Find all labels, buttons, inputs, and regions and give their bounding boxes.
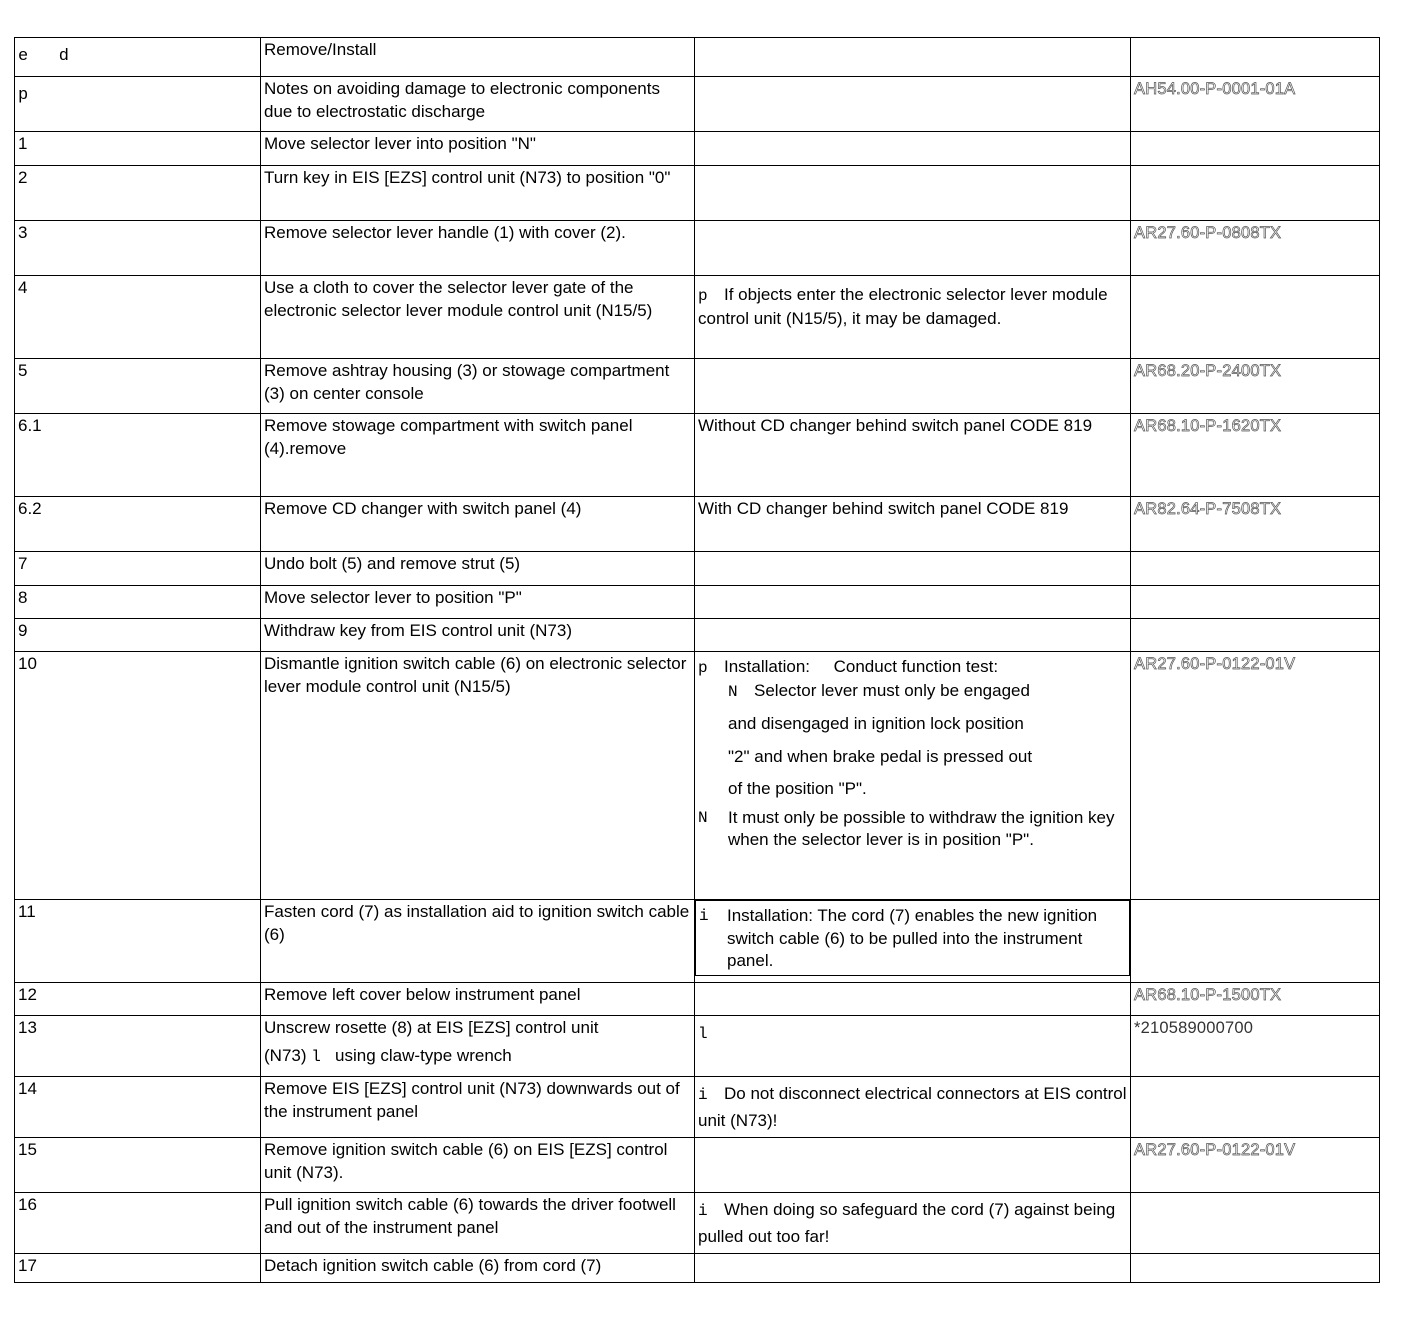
note-cell bbox=[695, 38, 1131, 77]
note-cell bbox=[695, 276, 1131, 359]
action-text: Remove stowage compartment with switch panel bbox=[264, 416, 633, 435]
action-cell: Remove ashtray housing (3) or stowage compartment (3) on center console bbox=[261, 359, 695, 414]
note-item-text: and disengaged in ignition lock position bbox=[728, 714, 1024, 733]
ref-cell bbox=[1131, 132, 1380, 166]
action-cell: Move selector lever into position "N" bbox=[261, 132, 695, 166]
note-text: Installation: The cord (7) enables the new ignition switch cable (6) to be pulled into the instrument panel. bbox=[727, 906, 1098, 970]
ref-cell bbox=[1131, 552, 1380, 586]
note-cell bbox=[695, 221, 1131, 276]
ref-cell[interactable] bbox=[1131, 983, 1380, 1016]
ref-cell[interactable] bbox=[1131, 1016, 1380, 1077]
note-cell bbox=[695, 983, 1131, 1016]
table-row bbox=[15, 276, 1380, 359]
action-cell: Withdraw key from EIS control unit (N73) bbox=[261, 619, 695, 652]
ref-cell bbox=[1131, 1193, 1380, 1254]
step-cell: 4 bbox=[15, 276, 261, 359]
note-cell bbox=[695, 1138, 1131, 1193]
step-cell: 14 bbox=[15, 1077, 261, 1138]
step-cell: 9 bbox=[15, 619, 261, 652]
action-cell: Remove ignition switch cable (6) on EIS [EZS] control unit (N73). bbox=[261, 1138, 695, 1193]
step-cell: 8 bbox=[15, 586, 261, 619]
bullet-n-icon: N bbox=[728, 682, 738, 701]
ref-link[interactable]: AR27.60-P-0122-01V bbox=[1134, 655, 1296, 673]
step-cell: 2 bbox=[15, 166, 261, 221]
ref-cell[interactable] bbox=[1131, 1138, 1380, 1193]
action-text: Unscrew rosette (8) at EIS [EZS] control unit bbox=[264, 1018, 599, 1037]
info-symbol-icon: i bbox=[699, 907, 709, 925]
note-item bbox=[698, 807, 1127, 852]
ref-cell bbox=[1131, 1254, 1380, 1283]
step-cell: 7 bbox=[15, 552, 261, 586]
note-cell bbox=[695, 619, 1131, 652]
action-cell: Remove EIS [EZS] control unit (N73) downwards out of the instrument panel bbox=[261, 1077, 695, 1138]
table-row bbox=[15, 166, 1380, 221]
step-cell: 13 bbox=[15, 1016, 261, 1077]
ref-link[interactable]: AH54.00-P-0001-01A bbox=[1134, 80, 1296, 98]
action-text-part: (N73) bbox=[264, 1045, 307, 1065]
action-cell: Use a cloth to cover the selector lever gate of the electronic selector lever module control unit (N15/5) bbox=[261, 276, 695, 359]
table-row bbox=[15, 221, 1380, 276]
table-row bbox=[15, 359, 1380, 414]
step-cell: 6.2 bbox=[15, 497, 261, 552]
ref-link[interactable]: AR68.10-P-1620TX bbox=[1134, 417, 1282, 435]
ref-link[interactable]: AR68.20-P-2400TX bbox=[1134, 362, 1282, 380]
table-row bbox=[15, 552, 1380, 586]
ref-cell[interactable] bbox=[1131, 359, 1380, 414]
table-row bbox=[15, 586, 1380, 619]
note-cell bbox=[695, 652, 1131, 900]
table-row bbox=[15, 619, 1380, 652]
action-cell: Pull ignition switch cable (6) towards the driver footwell and out of the instrument panel bbox=[261, 1193, 695, 1254]
tool-symbol-icon: l bbox=[311, 1047, 321, 1066]
info-symbol-icon: i bbox=[698, 1086, 708, 1104]
step-cell: 17 bbox=[15, 1254, 261, 1283]
action-cell: Remove/Install bbox=[261, 38, 695, 77]
note-text: When doing so safeguard the cord (7) against being pulled out too far! bbox=[698, 1200, 1116, 1246]
step-cell: 10 bbox=[15, 652, 261, 900]
ref-cell bbox=[1131, 1077, 1380, 1138]
action-cell bbox=[261, 1016, 695, 1077]
action-cell: Detach ignition switch cable (6) from cord (7) bbox=[261, 1254, 695, 1283]
note-text: Do not disconnect electrical connectors at EIS control unit (N73)! bbox=[698, 1084, 1127, 1130]
ref-cell bbox=[1131, 38, 1380, 77]
step-cell: e d bbox=[15, 38, 261, 77]
step-cell: 3 bbox=[15, 221, 261, 276]
caution-symbol-icon: p bbox=[698, 287, 708, 305]
step-cell: 15 bbox=[15, 1138, 261, 1193]
ref-link[interactable]: AR27.60-P-0122-01V bbox=[1134, 1141, 1296, 1159]
note-text: If objects enter the electronic selector lever module control unit (N15/5), it may be damaged. bbox=[698, 285, 1108, 328]
bullet-n-icon: N bbox=[698, 808, 708, 827]
ref-cell bbox=[1131, 619, 1380, 652]
note-item-text: of the position "P". bbox=[728, 779, 867, 798]
action-text-continued: (4).remove bbox=[264, 438, 347, 458]
action-cell: Turn key in EIS [EZS] control unit (N73) to position "0" bbox=[261, 166, 695, 221]
note-cell bbox=[695, 132, 1131, 166]
table-row bbox=[15, 77, 1380, 132]
ref-cell[interactable] bbox=[1131, 77, 1380, 132]
ref-cell[interactable] bbox=[1131, 414, 1380, 497]
note-heading-text: Installation: Conduct function test: bbox=[724, 657, 999, 676]
table-row bbox=[15, 1138, 1380, 1193]
table-row bbox=[15, 900, 1380, 983]
step-cell: 11 bbox=[15, 900, 261, 983]
action-cell: Move selector lever to position "P" bbox=[261, 586, 695, 619]
action-cell: Remove selector lever handle (1) with cover (2). bbox=[261, 221, 695, 276]
caution-symbol-icon: p bbox=[698, 659, 708, 677]
info-symbol-icon: i bbox=[698, 1202, 708, 1220]
table-row bbox=[15, 1016, 1380, 1077]
action-cell: Undo bolt (5) and remove strut (5) bbox=[261, 552, 695, 586]
table-row bbox=[15, 414, 1380, 497]
action-cell: Fasten cord (7) as installation aid to ignition switch cable (6) bbox=[261, 900, 695, 983]
ref-link[interactable]: AR68.10-P-1500TX bbox=[1134, 986, 1282, 1004]
note-cell bbox=[695, 1254, 1131, 1283]
note-item-text: It must only be possible to withdraw the ignition key when the selector lever is in position "P". bbox=[728, 807, 1115, 849]
table-row bbox=[15, 1077, 1380, 1138]
step-cell: 1 bbox=[15, 132, 261, 166]
action-text-continued bbox=[264, 1045, 691, 1069]
step-cell: 16 bbox=[15, 1193, 261, 1254]
tool-symbol-icon: l bbox=[698, 1025, 708, 1043]
note-item bbox=[698, 680, 1127, 704]
note-cell bbox=[695, 1077, 1131, 1138]
note-item-text: "2" and when brake pedal is pressed out bbox=[728, 746, 1033, 766]
action-cell bbox=[261, 414, 695, 497]
ref-link[interactable]: AR82.64-P-7508TX bbox=[1134, 500, 1282, 518]
ref-cell bbox=[1131, 586, 1380, 619]
note-heading bbox=[698, 656, 1127, 680]
note-cell: With CD changer behind switch panel CODE 819 bbox=[695, 497, 1131, 552]
step-cell: p bbox=[15, 77, 261, 132]
note-cell: Without CD changer behind switch panel CODE 819 bbox=[695, 414, 1131, 497]
action-cell: Dismantle ignition switch cable (6) on electronic selector lever module control unit (N15/5) bbox=[261, 652, 695, 900]
note-cell bbox=[695, 1193, 1131, 1254]
procedure-table bbox=[14, 37, 1380, 1283]
step-cell: 12 bbox=[15, 983, 261, 1016]
ref-cell bbox=[1131, 276, 1380, 359]
ref-cell[interactable] bbox=[1131, 221, 1380, 276]
table-row bbox=[15, 1193, 1380, 1254]
ref-cell bbox=[1131, 900, 1380, 983]
note-cell bbox=[695, 1016, 1131, 1077]
ref-cell[interactable] bbox=[1131, 652, 1380, 900]
note-cell bbox=[695, 552, 1131, 586]
ref-cell bbox=[1131, 166, 1380, 221]
note-cell bbox=[695, 900, 1130, 976]
table-row bbox=[15, 983, 1380, 1016]
step-cell: 6.1 bbox=[15, 414, 261, 497]
table-row bbox=[15, 652, 1380, 900]
ref-link[interactable]: AR27.60-P-0808TX bbox=[1134, 224, 1282, 242]
action-cell: Notes on avoiding damage to electronic components due to electrostatic discharge bbox=[261, 77, 695, 132]
tool-number[interactable]: *210589000700 bbox=[1134, 1019, 1254, 1037]
table-row bbox=[15, 497, 1380, 552]
note-item-text: Selector lever must only be engaged bbox=[754, 680, 1030, 700]
table-row bbox=[15, 1254, 1380, 1283]
action-cell: Remove CD changer with switch panel (4) bbox=[261, 497, 695, 552]
action-cell: Remove left cover below instrument panel bbox=[261, 983, 695, 1016]
note-cell bbox=[695, 586, 1131, 619]
note-cell bbox=[695, 166, 1131, 221]
note-cell bbox=[695, 77, 1131, 132]
step-cell: 5 bbox=[15, 359, 261, 414]
note-cell bbox=[695, 359, 1131, 414]
action-text-part: using claw-type wrench bbox=[335, 1045, 512, 1065]
table-row bbox=[15, 132, 1380, 166]
ref-cell[interactable] bbox=[1131, 497, 1380, 552]
table-row bbox=[15, 38, 1380, 77]
